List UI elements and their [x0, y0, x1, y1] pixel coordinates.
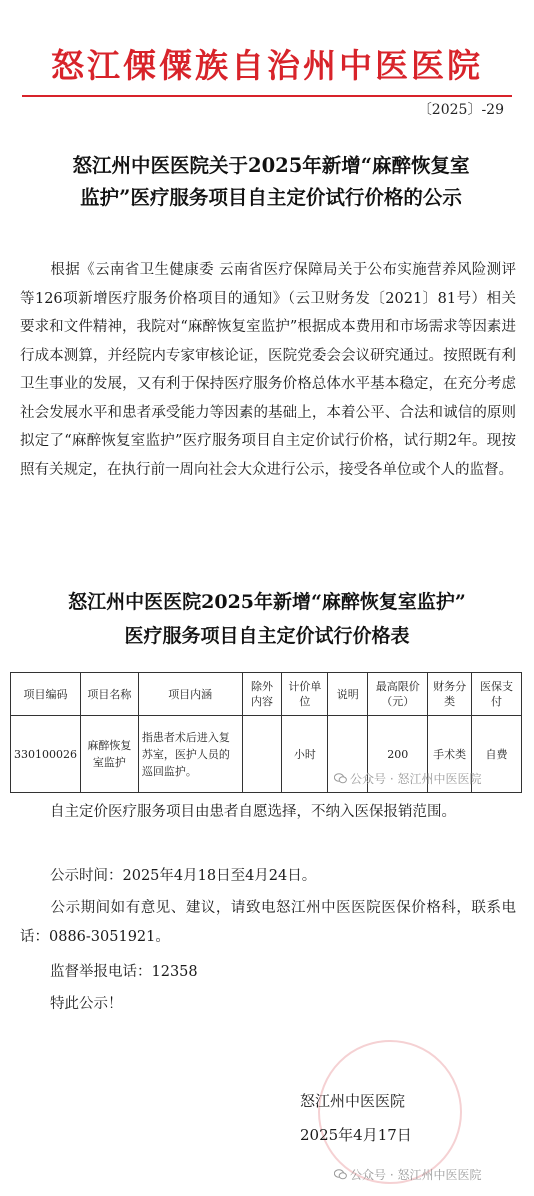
cell-finance-category: 手术类 [428, 716, 472, 793]
cell-exclusions [242, 716, 282, 793]
cell-content: 指患者术后进入复苏室，医护人员的巡回监护。 [138, 716, 242, 793]
footer-note: 自主定价医疗服务项目由患者自愿选择，不纳入医保报销范围。 [50, 804, 456, 820]
col-header-content: 项目内涵 [138, 673, 242, 716]
footer-hotline: 监督举报电话：12358 [50, 964, 198, 980]
cell-max-price: 200 [368, 716, 428, 793]
official-seal-stamp [318, 1040, 462, 1184]
table-title-line-2: 医疗服务项目自主定价试行价格表 [124, 625, 410, 647]
signature-organization: 怒江州中医医院 [300, 1092, 406, 1110]
cell-insurance: 自费 [472, 716, 522, 793]
col-header-notes: 说明 [328, 673, 368, 716]
cell-code: 330100026 [11, 716, 81, 793]
notice-body-text: 根据《云南省卫生健康委 云南省医疗保障局关于公布实施营养风险测评等126项新增医疗服务价格项目的通知》（云卫财务发〔2021〕81号）相关要求和文件精神，我院对“麻醉恢复室监护”根据成本费用和市场需求等因素进行成本测算，并经院内专家审核论证，医院党委会会议研究通过。按照既有利卫生事业的发展，又有利于保持医疗服务价格总体水平基本稳定，在充分考虑社会发展水平和患者承受能力等因素的基础上，本着公平、合法和诚信的原则拟定了“麻醉恢复室监护”医疗服务项目自主定价试行价格，试行期2年。现按照有关规定，在执行前一周向社会大众进行公示，接受各单位或个人的监督。 [20, 262, 516, 478]
col-header-code: 项目编码 [11, 673, 81, 716]
document-number: 〔2025〕-29 [417, 102, 504, 118]
org-header-title: 怒江傈僳族自治州中医医院 [51, 46, 483, 85]
table-header-row [11, 673, 522, 716]
signature-date: 2025年4月17日 [300, 1126, 412, 1144]
table-title [10, 585, 524, 653]
footer-period: 公示时间：2025年4月18日至4月24日。 [50, 868, 317, 884]
cell-unit: 小时 [282, 716, 328, 793]
cell-name: 麻醉恢复室监护 [81, 716, 139, 793]
footer-contact: 公示期间如有意见、建议，请致电怒江州中医医院医保价格科，联系电话：0886-3051921。 [20, 900, 516, 945]
col-header-insurance: 医保支付 [472, 673, 522, 716]
watermark-text: 公众号 · 怒江州中医医院 [350, 1168, 482, 1182]
header-red-rule [22, 95, 512, 97]
notice-title [16, 150, 526, 214]
notice-title-line-2: 监护”医疗服务项目自主定价试行价格的公示 [80, 186, 462, 209]
wechat-icon [334, 1169, 347, 1180]
wechat-icon [334, 773, 347, 784]
footer-closing: 特此公示！ [50, 996, 123, 1012]
col-header-max-price: 最高限价（元） [368, 673, 428, 716]
table-title-line-1: 怒江州中医医院2025年新增“麻醉恢复室监护” [68, 591, 466, 613]
col-header-name: 项目名称 [81, 673, 139, 716]
col-header-finance-category: 财务分类 [428, 673, 472, 716]
watermark-table [334, 770, 481, 787]
col-header-exclusions: 除外内容 [242, 673, 282, 716]
notice-title-line-1: 怒江州中医医院关于2025年新增“麻醉恢复室 [72, 154, 470, 177]
col-header-unit: 计价单位 [282, 673, 328, 716]
notice-body [20, 256, 516, 484]
watermark-bottom [334, 1166, 481, 1183]
watermark-text: 公众号 · 怒江州中医医院 [350, 772, 482, 786]
